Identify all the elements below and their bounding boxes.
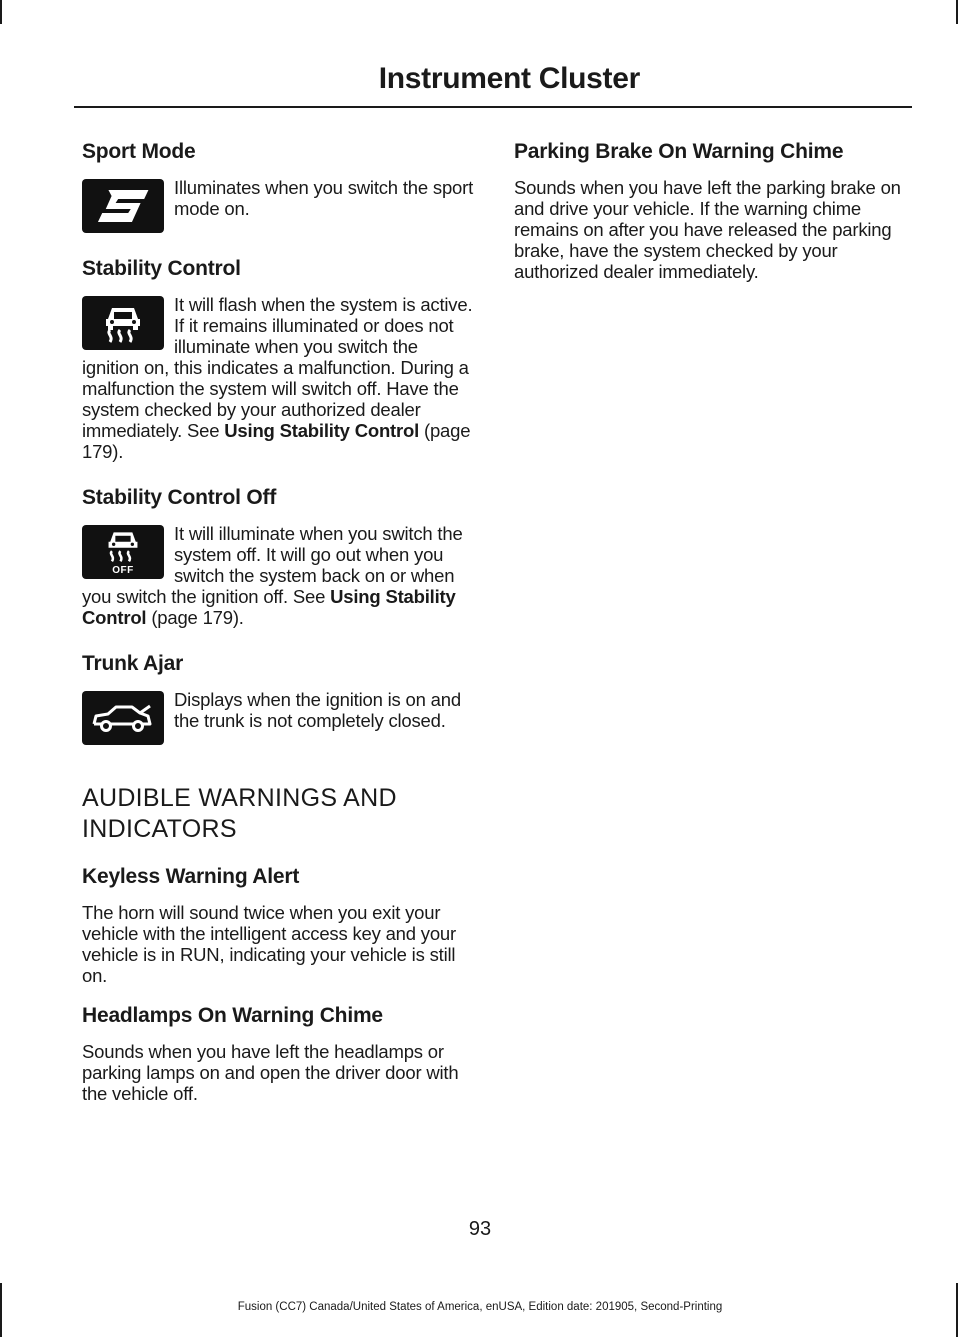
stability-control-link[interactable]: Using Stability Control bbox=[224, 420, 420, 441]
sport-mode-section bbox=[82, 177, 475, 237]
page-number: 93 bbox=[468, 1218, 492, 1240]
stability-control-off-heading: Stability Control Off bbox=[82, 486, 277, 509]
header-divider bbox=[74, 106, 912, 108]
stability-control-off-link[interactable]: Using Stability Control bbox=[82, 586, 456, 628]
trunk-ajar-section bbox=[82, 689, 475, 749]
right-column bbox=[514, 140, 909, 282]
page-title: Instrument Cluster bbox=[378, 62, 640, 95]
parking-brake-chime-heading: Parking Brake On Warning Chime bbox=[514, 140, 844, 163]
stability-control-section bbox=[82, 294, 475, 462]
footer: Fusion (CC7) Canada/United States of America, enUSA, Edition date: 201905, Second-Printing bbox=[237, 1301, 723, 1313]
headlamps-chime-text: Sounds when you have left the headlamps or parking lamps on and open the driver door with the vehicle off. bbox=[82, 1041, 459, 1104]
sport-mode-heading: Sport Mode bbox=[82, 140, 196, 163]
keyless-warning-text: The horn will sound twice when you exit your vehicle with the intelligent access key and your vehicle is in RUN, indicating your vehicle is still on. bbox=[82, 902, 456, 986]
stability-control-icon bbox=[82, 296, 164, 350]
headlamps-chime-heading: Headlamps On Warning Chime bbox=[82, 1004, 383, 1027]
sport-mode-text: Illuminates when you switch the sport mode on. bbox=[174, 177, 474, 219]
off-label: OFF bbox=[112, 565, 134, 576]
stability-control-off-section bbox=[82, 523, 475, 628]
sport-mode-icon bbox=[82, 179, 164, 233]
parking-brake-chime-text: Sounds when you have left the parking brake on and drive your vehicle. If the warning chime remains on after you have released the parking brake, have the system checked by your authorized dealer immediately. bbox=[514, 177, 901, 282]
stability-control-off-icon bbox=[82, 525, 164, 579]
crop-mark bbox=[956, 0, 958, 24]
trunk-ajar-text: Displays when the ignition is on and the trunk is not completely closed. bbox=[174, 689, 461, 731]
trunk-ajar-heading: Trunk Ajar bbox=[82, 652, 184, 675]
crop-mark bbox=[0, 0, 2, 24]
stability-control-heading: Stability Control bbox=[82, 257, 241, 280]
stability-control-text: It will flash when the system is active. If it remains illuminated or does not illuminate when you switch the ignition on, this indicates a malfunction. During a malfunction the system will switch off. Have the system checked by your authorized dealer immediately. See Using Stability Control (page 179). bbox=[82, 294, 473, 462]
left-column bbox=[82, 140, 475, 1104]
keyless-warning-heading: Keyless Warning Alert bbox=[82, 865, 300, 888]
audible-warnings-heading: AUDIBLE WARNINGS AND INDICATORS bbox=[82, 784, 397, 843]
trunk-ajar-icon bbox=[82, 691, 164, 745]
stability-control-off-text: It will illuminate when you switch the system off. It will go out when you switch the system back on or when you switch the ignition off. See Using Stability Control (page 179). bbox=[82, 523, 463, 628]
